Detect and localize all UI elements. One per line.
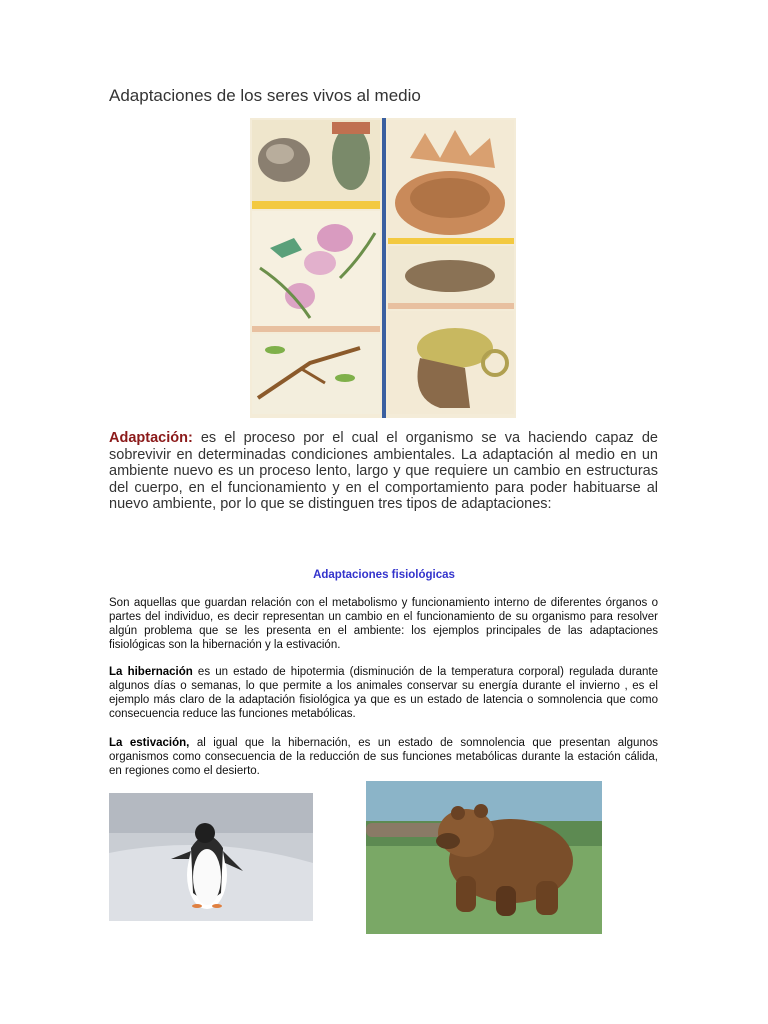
hibernacion-text: es un estado de hipotermia (disminución de la temperatura corporal) regulada durante algunos días o semanas, lo que permite a los animales conservar su energía durante el invierno , es el ejemplo más claro de la adaptación fisiológica ya que es un estado de latencia o somnolencia que como consecuencia reduce las funciones metabólicas. <box>109 666 659 720</box>
hibernacion-term: La hibernación <box>109 666 193 678</box>
definition-text: es el proceso por el cual el organismo se va haciendo capaz de sobrevivir en determinadas condiciones ambientales. La adaptación al medio en un ambiente nuevo es un proceso lento, largo y que requiere un cambio en estructuras del cuerpo, en el funcionamiento y en el comportamiento para poder habituarse al nuevo ambiente, por lo que se distinguen tres tipos de adaptaciones: <box>109 430 658 512</box>
adaptations-collage-image <box>250 118 516 418</box>
penguin-photo <box>109 793 313 921</box>
estivacion-term: La estivación, <box>109 737 190 749</box>
estivacion-paragraph <box>109 737 658 779</box>
adaptacion-definition <box>109 430 658 513</box>
section-heading: Adaptaciones fisiológicas <box>313 569 455 581</box>
hibernacion-paragraph <box>109 666 658 722</box>
intro-paragraph: Son aquellas que guardan relación con el metabolismo y funcionamiento interno de diferentes órganos o partes del individuo, es decir representan un cambio en el funcionamiento de su organismo para resolver algún problema que se les presenta en el ambiente: los ejemplos principales de las adaptaciones fisiológicas son la hibernación y la estivación. <box>109 597 658 651</box>
page-title: Adaptaciones de los seres vivos al medio <box>109 86 421 105</box>
estivacion-text: al igual que la hibernación, es un estado de somnolencia que presentan algunos organismos como consecuencia de la reducción de sus funciones metabólicas durante la estación cálida, en regiones como el desierto. <box>109 737 658 777</box>
definition-term: Adaptación: <box>109 430 193 446</box>
bear-photo <box>366 781 602 934</box>
